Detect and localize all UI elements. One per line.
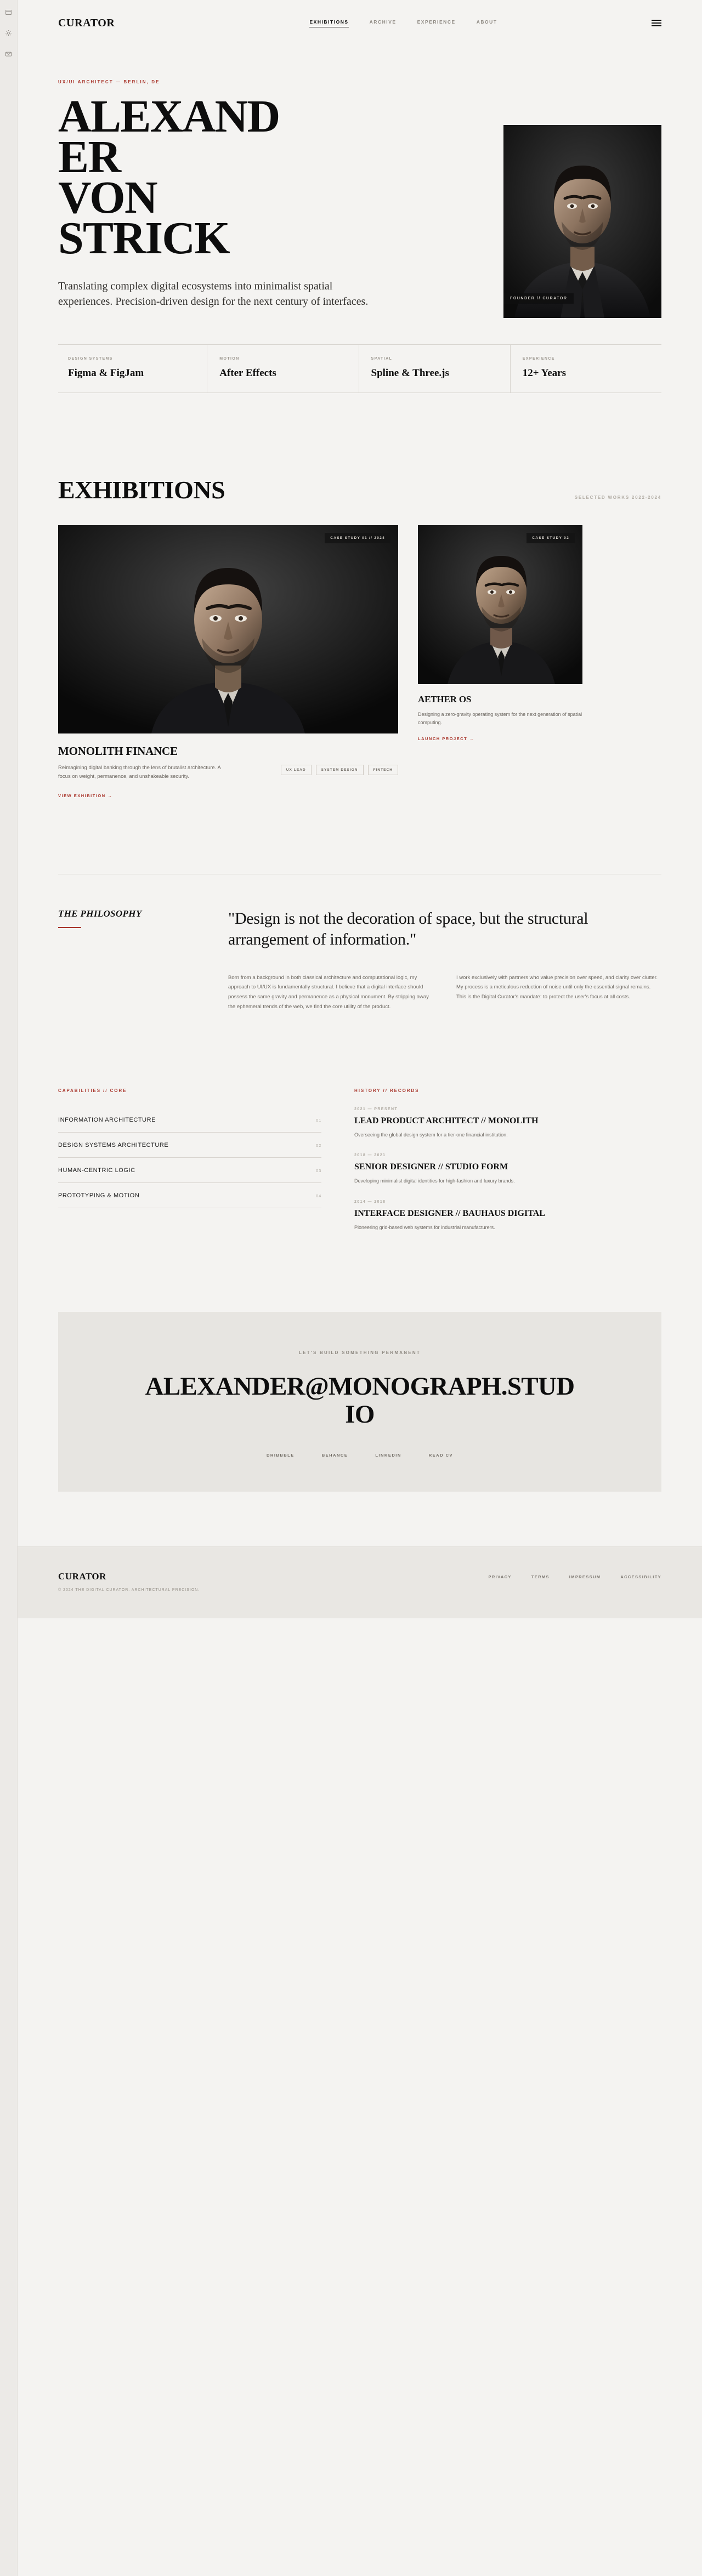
social-link-dribbble[interactable]: DRIBBBLE	[266, 1452, 295, 1458]
exhibition-description: Reimagining digital banking through the lens of brutalist architecture. A focus on weight, permanence, and unshakeable security.	[58, 765, 221, 780]
contact-wrap	[58, 1312, 661, 1492]
stat-value: Figma & FigJam	[68, 367, 144, 379]
stat-motion	[207, 345, 359, 393]
footer-brand: CURATOR	[58, 1571, 106, 1582]
stat-label: EXPERIENCE	[522, 357, 555, 361]
main-nav	[309, 19, 497, 27]
nav-item-experience[interactable]: EXPERIENCE	[417, 19, 456, 25]
stat-value: Spline & Three.js	[371, 367, 449, 379]
hero-subtitle: Translating complex digital ecosystems into minimalist spatial experiences. Precision-driven design for the next century of interfaces.	[58, 280, 369, 308]
exhibition-card-monolith[interactable]	[58, 525, 398, 800]
philosophy-column-1: Born from a background in both classical architecture and computational logic, my approach to UI/UX is fundamentally structural. I believe that a digital interface should possess the same gravity and permanence as a physical monument. By stripping away the ephemeral trends of the web, we find the core utility of the product.	[228, 974, 429, 1010]
footer-copyright: © 2024 THE DIGITAL CURATOR. ARCHITECTURAL PRECISION.	[58, 1588, 200, 1592]
stat-experience	[511, 345, 661, 393]
history-description: Overseeing the global design system for a tier-one financial institution.	[354, 1132, 508, 1138]
os-left-rail	[0, 0, 18, 2576]
exhibitions-title: EXHIBITIONS	[58, 476, 225, 504]
case-study-badge: CASE STUDY 01 // 2024	[325, 533, 390, 543]
history-description: Developing minimalist digital identities for high-fashion and luxury brands.	[354, 1178, 515, 1184]
capability-number: 01	[316, 1117, 321, 1123]
stat-label: MOTION	[219, 357, 240, 361]
footer-link-terms[interactable]: TERMS	[531, 1574, 550, 1579]
gear-icon[interactable]	[4, 29, 13, 37]
brand-logo[interactable]: CURATOR	[58, 16, 115, 29]
mail-icon[interactable]	[4, 49, 13, 58]
hero-eyebrow: UX/UI ARCHITECT — BERLIN, DE	[58, 79, 160, 84]
capability-item[interactable]	[58, 1107, 321, 1133]
social-link-linkedin[interactable]: LINKEDIN	[375, 1452, 401, 1458]
exhibition-description: Designing a zero-gravity operating system for the next generation of spatial computing.	[418, 712, 582, 726]
contact-panel	[58, 1312, 661, 1492]
site-header	[18, 0, 702, 47]
capability-number: 03	[316, 1168, 321, 1173]
site-footer	[18, 1546, 702, 1618]
footer-link-privacy[interactable]: PRIVACY	[488, 1574, 512, 1579]
stat-value: 12+ Years	[522, 367, 566, 379]
tag-ux-lead: UX LEAD	[281, 765, 312, 775]
footer-link-impressum[interactable]: IMPRESSUM	[569, 1574, 601, 1579]
capabilities-history-section	[58, 1011, 661, 1246]
portrait-illustration-aether	[418, 525, 582, 684]
contact-email[interactable]: ALEXANDER@MONOGRAPH.STUDIO	[145, 1372, 575, 1429]
history-item	[354, 1153, 661, 1185]
philosophy-quote: "Design is not the decoration of space, but the structural arrangement of information."	[228, 909, 588, 949]
footer-links	[489, 1571, 661, 1579]
exhibitions-meta: SELECTED WORKS 2022-2024	[574, 495, 661, 500]
capability-number: 04	[316, 1193, 321, 1198]
capability-name: HUMAN-CENTRIC LOGIC	[58, 1167, 135, 1174]
history-role: INTERFACE DESIGNER // BAUHAUS DIGITAL	[354, 1208, 545, 1218]
exhibition-card-aether[interactable]	[418, 525, 582, 743]
capability-name: DESIGN SYSTEMS ARCHITECTURE	[58, 1142, 169, 1149]
history-date: 2021 — PRESENT	[354, 1107, 398, 1112]
social-links	[58, 1453, 661, 1458]
exhibition-title: AETHER OS	[418, 694, 472, 704]
portrait-illustration-monolith	[58, 525, 398, 733]
capability-item[interactable]	[58, 1158, 321, 1183]
tag-system-design: SYSTEM DESIGN	[316, 765, 364, 775]
history-label: HISTORY // RECORDS	[354, 1088, 420, 1094]
page-root	[18, 0, 702, 2576]
capability-number: 02	[316, 1142, 321, 1148]
stat-label: SPATIAL	[371, 357, 393, 361]
stat-design-systems	[58, 345, 207, 393]
history-description: Pioneering grid-based web systems for industrial manufacturers.	[354, 1224, 495, 1230]
window-icon[interactable]	[4, 8, 13, 16]
hero-title-line-4: STRICK	[58, 212, 230, 264]
view-exhibition-link[interactable]: VIEW EXHIBITION →	[58, 793, 113, 799]
exhibition-thumbnail[interactable]	[58, 525, 398, 733]
hero-stats-strip	[58, 344, 661, 393]
capabilities-label: CAPABILITIES // CORE	[58, 1088, 127, 1094]
capability-item[interactable]	[58, 1133, 321, 1158]
social-link-behance[interactable]: BEHANCE	[321, 1452, 348, 1458]
capability-item[interactable]	[58, 1183, 321, 1208]
social-link-readcv[interactable]: READ CV	[428, 1452, 454, 1458]
hero-section	[58, 47, 661, 393]
portrait-illustration	[503, 125, 661, 318]
stat-spatial	[359, 345, 511, 393]
launch-project-link[interactable]: LAUNCH PROJECT →	[418, 736, 474, 741]
philosophy-column-2: I work exclusively with partners who value precision over speed, and clarity over clutter. My process is a meticulous reduction of noise until only the essential signal remains. This is the Digital Curator's mandate: to protect the user's focus at all costs.	[456, 974, 658, 1000]
exhibition-tags	[281, 765, 398, 775]
hamburger-menu-icon[interactable]	[652, 20, 661, 26]
stat-label: DESIGN SYSTEMS	[68, 357, 113, 361]
nav-item-about[interactable]: ABOUT	[476, 19, 497, 25]
contact-kicker: LET'S BUILD SOMETHING PERMANENT	[298, 1350, 421, 1356]
accent-dash	[58, 927, 81, 928]
history-role: SENIOR DESIGNER // STUDIO FORM	[354, 1162, 508, 1172]
history-item	[354, 1200, 661, 1232]
history-date: 2014 — 2018	[354, 1199, 386, 1204]
history-role: LEAD PRODUCT ARCHITECT // MONOLITH	[354, 1116, 539, 1126]
portrait-caption: FOUNDER // CURATOR	[503, 293, 574, 304]
history-column	[354, 1088, 661, 1246]
exhibitions-section	[58, 393, 661, 800]
hero-title-line-1: ALEXAND	[58, 91, 280, 142]
exhibition-title: MONOLITH FINANCE	[58, 744, 178, 758]
hero-title-line-3: VON	[58, 172, 157, 223]
nav-item-archive[interactable]: ARCHIVE	[369, 19, 397, 25]
philosophy-kicker: THE PHILOSOPHY	[58, 908, 142, 919]
tag-fintech: FINTECH	[368, 765, 398, 775]
capability-name: PROTOTYPING & MOTION	[58, 1192, 140, 1199]
stat-value: After Effects	[219, 367, 276, 379]
history-item	[354, 1107, 661, 1139]
nav-item-exhibitions[interactable]: EXHIBITIONS	[309, 19, 348, 27]
history-date: 2018 — 2021	[354, 1153, 386, 1158]
capability-name: INFORMATION ARCHITECTURE	[58, 1117, 156, 1124]
case-study-badge: CASE STUDY 02	[526, 533, 575, 543]
philosophy-section	[58, 800, 661, 1011]
hero-portrait	[503, 125, 661, 318]
footer-link-accessibility[interactable]: ACCESSIBILITY	[620, 1574, 661, 1579]
exhibition-thumbnail[interactable]	[418, 525, 582, 684]
hero-title-line-2: ER	[58, 131, 121, 183]
capabilities-column	[58, 1088, 321, 1246]
page-title	[58, 91, 431, 264]
